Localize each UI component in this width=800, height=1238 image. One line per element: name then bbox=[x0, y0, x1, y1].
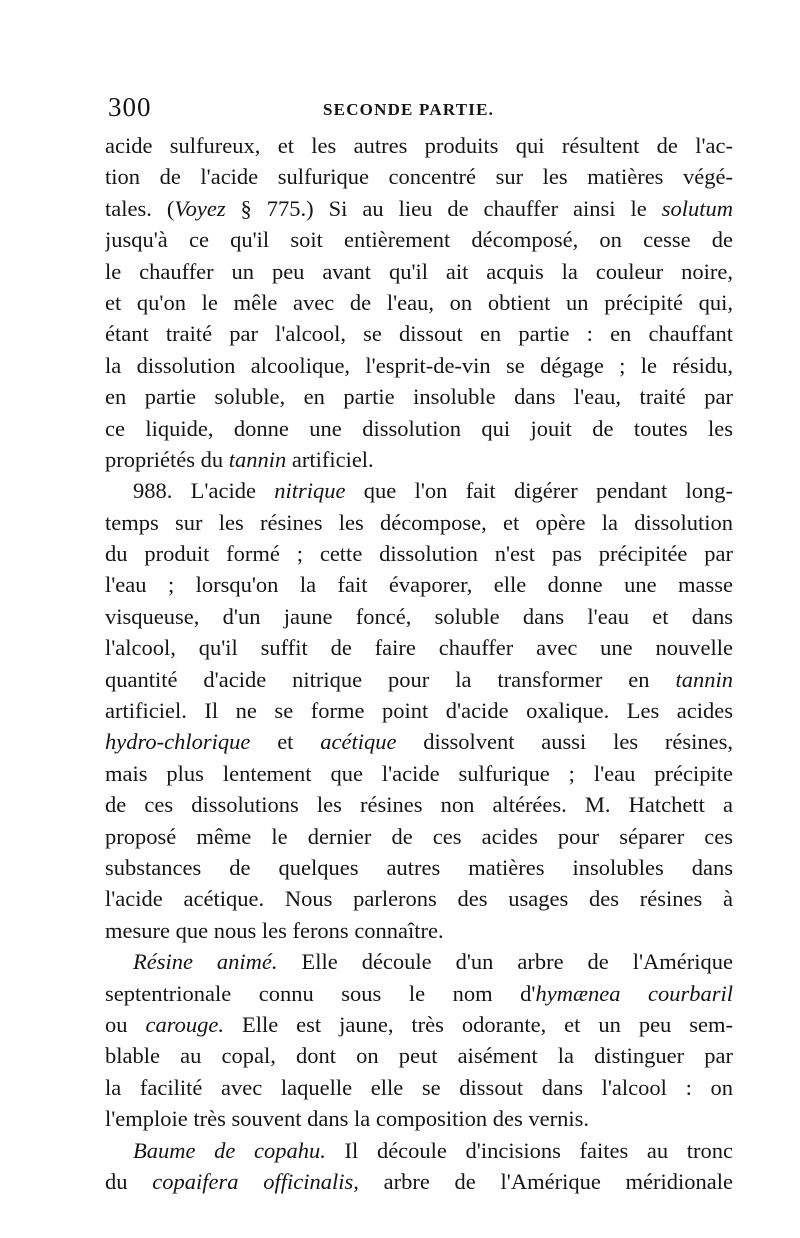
text-line bbox=[105, 915, 733, 946]
text-line bbox=[105, 726, 733, 757]
text-segment: blable au copal, dont on peut aisément la distinguer par bbox=[105, 1043, 733, 1069]
text-segment: que l'on fait digérer pendant long- bbox=[345, 478, 733, 504]
text-line bbox=[105, 256, 733, 287]
italic-text: nitrique bbox=[274, 478, 346, 504]
text-line bbox=[105, 350, 733, 381]
italic-text: solutum bbox=[661, 195, 733, 221]
text-line bbox=[105, 475, 733, 506]
text-segment: substances de quelques autres matières insolubles dans bbox=[105, 854, 733, 880]
text-segment: dissolvent aussi les résines, bbox=[396, 729, 733, 755]
italic-text: copaifera officinalis, bbox=[152, 1168, 359, 1194]
italic-text: tannin bbox=[675, 666, 733, 692]
text-line bbox=[105, 695, 733, 726]
text-segment: et qu'on le mêle avec de l'eau, on obtient un précipité qui, bbox=[105, 289, 733, 315]
text-segment: de ces dissolutions les résines non altérées. M. Hatchett a bbox=[105, 792, 733, 818]
text-segment: jusqu'à ce qu'il soit entièrement décomposé, on cesse de bbox=[105, 227, 733, 253]
text-line bbox=[105, 1072, 733, 1103]
text-segment: du produit formé ; cette dissolution n'est pas précipitée par bbox=[105, 541, 733, 567]
text-line bbox=[105, 946, 733, 977]
text-line bbox=[105, 852, 733, 883]
text-line bbox=[105, 507, 733, 538]
text-line bbox=[105, 1040, 733, 1071]
text-line bbox=[105, 632, 733, 663]
text-line bbox=[105, 1135, 733, 1166]
text-segment: proposé même le dernier de ces acides pour séparer ces bbox=[105, 823, 733, 849]
text-segment: mais plus lentement que l'acide sulfurique ; l'eau précipite bbox=[105, 760, 733, 786]
text-segment: le chauffer un peu avant qu'il ait acquis la couleur noire, bbox=[105, 258, 733, 284]
text-segment: arbre de l'Amérique méridionale bbox=[358, 1168, 733, 1194]
text-segment: artificiel. bbox=[286, 446, 374, 472]
text-segment: visqueuse, d'un jaune foncé, soluble dans l'eau et dans bbox=[105, 603, 733, 629]
text-line bbox=[105, 664, 733, 695]
text-segment: étant traité par l'alcool, se dissout en partie : en chauffant bbox=[105, 321, 733, 347]
text-segment: Il découle d'incisions faites au tronc bbox=[325, 1137, 733, 1163]
text-segment: septentrionale connu sous le nom d' bbox=[105, 980, 536, 1006]
text-line bbox=[105, 883, 733, 914]
text-segment: tales. ( bbox=[105, 195, 175, 221]
text-line bbox=[105, 978, 733, 1009]
text-line bbox=[105, 381, 733, 412]
italic-text: hydro-chlorique bbox=[105, 729, 251, 755]
italic-text: hymænea courbaril bbox=[535, 980, 733, 1006]
text-line bbox=[105, 318, 733, 349]
text-segment: propriétés du bbox=[105, 446, 229, 472]
text-segment: et bbox=[250, 729, 321, 755]
text-line bbox=[105, 789, 733, 820]
text-segment: ce liquide, donne une dissolution qui jouit de toutes les bbox=[105, 415, 733, 441]
text-line bbox=[105, 821, 733, 852]
text-line bbox=[105, 601, 733, 632]
text-line bbox=[105, 758, 733, 789]
text-line bbox=[105, 444, 733, 475]
text-segment: temps sur les résines les décompose, et opère la dissolution bbox=[105, 509, 733, 535]
italic-text: acétique bbox=[320, 729, 397, 755]
text-segment: l'eau ; lorsqu'on la fait évaporer, elle donne une masse bbox=[105, 572, 733, 598]
text-segment: la facilité avec laquelle elle se dissout dans l'alcool : on bbox=[105, 1074, 733, 1100]
running-head: SECONDE PARTIE. bbox=[323, 100, 495, 119]
italic-text: carouge. bbox=[145, 1011, 224, 1037]
italic-text: Voyez bbox=[174, 195, 226, 221]
text-line bbox=[105, 130, 733, 161]
text-segment: en partie soluble, en partie insoluble dans l'eau, traité par bbox=[105, 384, 733, 410]
italic-text: tannin bbox=[228, 446, 287, 472]
text-segment: l'alcool, qu'il suffit de faire chauffer avec une nouvelle bbox=[105, 635, 733, 661]
page-number: 300 bbox=[108, 92, 152, 122]
text-segment: Elle découle d'un arbre de l'Amérique bbox=[277, 949, 733, 975]
text-line bbox=[105, 1166, 733, 1197]
text-line bbox=[105, 413, 733, 444]
text-line bbox=[105, 161, 733, 192]
text-segment: Elle est jaune, très odorante, et un peu sem- bbox=[224, 1011, 733, 1037]
text-segment: du bbox=[105, 1168, 153, 1194]
text-segment: ou bbox=[105, 1011, 146, 1037]
text-line bbox=[105, 193, 733, 224]
text-line bbox=[105, 1009, 733, 1040]
text-segment: artificiel. Il ne se forme point d'acide oxalique. Les acides bbox=[105, 698, 733, 724]
text-line bbox=[105, 287, 733, 318]
text-segment: acide sulfureux, et les autres produits qui résultent de l'ac- bbox=[105, 133, 733, 158]
page-header bbox=[108, 92, 728, 128]
italic-text: Baume de copahu. bbox=[133, 1137, 326, 1163]
body-text bbox=[105, 130, 733, 1197]
text-segment: 988. L'acide bbox=[133, 478, 275, 504]
text-segment: tion de l'acide sulfurique concentré sur les matières végé- bbox=[105, 164, 733, 190]
text-line bbox=[105, 1103, 733, 1134]
italic-text: Résine animé. bbox=[133, 949, 278, 975]
text-segment: quantité d'acide nitrique pour la transformer en bbox=[105, 666, 676, 692]
text-segment: l'emploie très souvent dans la composition des vernis. bbox=[105, 1106, 589, 1132]
text-line bbox=[105, 569, 733, 600]
text-segment: § 775.) Si au lieu de chauffer ainsi le bbox=[225, 195, 662, 221]
text-line bbox=[105, 224, 733, 255]
text-segment: l'acide acétique. Nous parlerons des usages des résines à bbox=[105, 886, 733, 912]
text-segment: la dissolution alcoolique, l'esprit-de-vin se dégage ; le résidu, bbox=[105, 352, 733, 378]
text-segment: mesure que nous les ferons connaître. bbox=[105, 917, 444, 943]
text-line bbox=[105, 538, 733, 569]
